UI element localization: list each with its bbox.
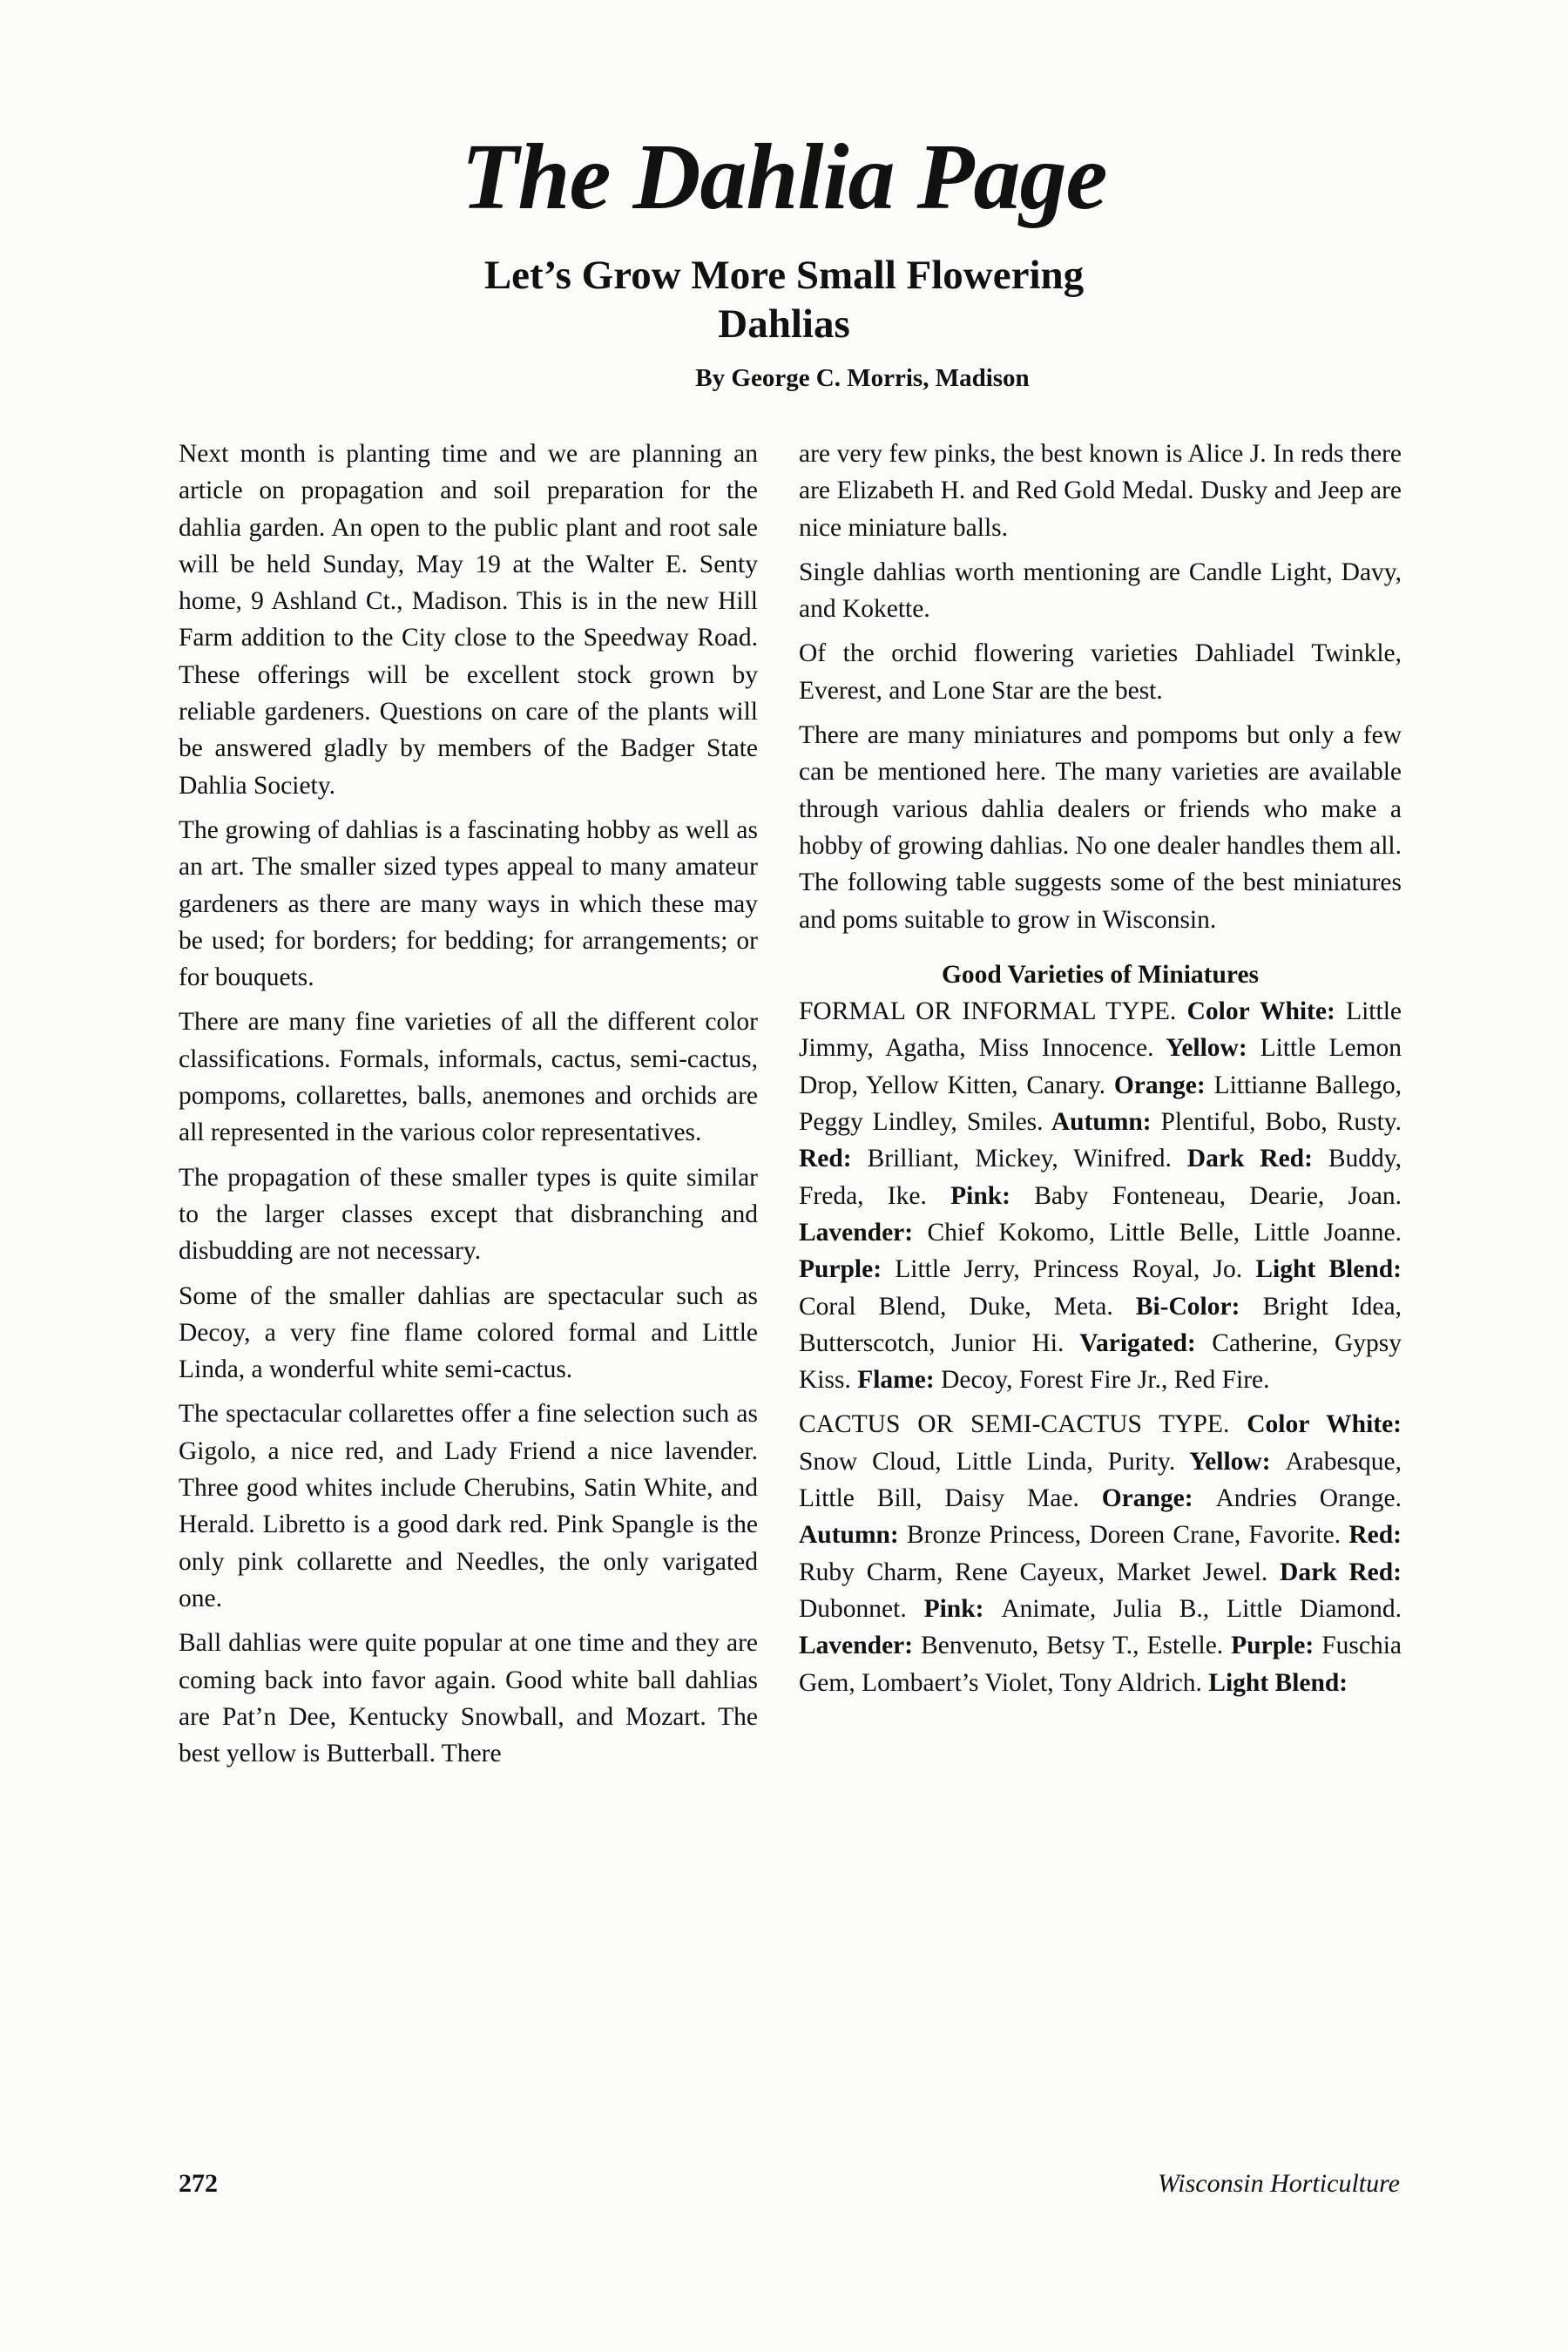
variety-names: Baby Fonteneau, Dearie, Joan. (1034, 1181, 1402, 1210)
color-class-label: Red: (799, 1145, 868, 1173)
color-class-label: Light Blend: (1201, 1668, 1348, 1697)
page-number: 272 (179, 2169, 218, 2198)
cactus-type-heading: CACTUS OR SEMI-CACTUS TYPE. (799, 1410, 1230, 1439)
publication-title: Wisconsin Horticulture (1157, 2169, 1400, 2198)
paragraph: Some of the smaller dahlias are spectacular such as Decoy, a very fine flame colored formal and Little Linda, a wonderful white semi-cactus. (179, 1281, 758, 1384)
formal-entries (799, 997, 1402, 1394)
left-column (179, 436, 758, 1780)
color-class-label: Yellow: (1153, 1034, 1260, 1063)
paragraph: Next month is planting time and we are planning an article on propagation and soil preparation for the dahlia garden. An open to the public plant and root sale will be held Sunday, May 19 at the Walter E. Senty home, 9 Ashland Ct., Madison. This is in the new Hill Farm addition to the City close to the Speedway Road. These offerings will be excellent stock grown by reliable gardeners. Questions on care of the plants will be answered gladly by members of the Badger State Dahlia Society. (179, 440, 758, 800)
right-column (799, 436, 1402, 1709)
variety-names: Bronze Princess, Doreen Crane, Favorite. (906, 1521, 1342, 1550)
variety-names: Dubonnet. (799, 1594, 907, 1623)
variety-names: Plentiful, Bobo, Rusty. (1160, 1108, 1402, 1137)
formal-type-heading: FORMAL OR INFORMAL TYPE. (799, 997, 1177, 1026)
paragraph: The growing of dahlias is a fascinating hobby as well as an art. The smaller sized types appeal to many amateur gardeners as there are many ways in which these may be used; for borders; for bedding; for arrangements; or for bouquets. (179, 815, 758, 992)
cactus-type-list (799, 1406, 1402, 1700)
paragraph: There are many miniatures and pompoms but only a few can be mentioned here. The many varieties are available through various dahlia dealers or friends who make a hobby of growing dahlias. No one dealer handles them all. The following table suggests some of the best miniatures and poms suitable to grow in Wisconsin. (799, 721, 1402, 934)
table-heading: Good Varieties of Miniatures (941, 960, 1260, 989)
headline-line-2: Dahlias (718, 301, 850, 347)
color-class-label: Orange: (1105, 1071, 1214, 1099)
color-class-label: Flame: (850, 1366, 942, 1395)
variety-names: Andries Orange. (1215, 1484, 1402, 1513)
paragraph: Single dahlias worth mentioning are Candle Light, Davy, and Kokette. (799, 558, 1402, 624)
color-class-label: Pink: (926, 1181, 1035, 1210)
variety-names: Bright Idea, Butterscotch, Junior Hi. (799, 1292, 1402, 1357)
variety-names: Littianne Ballego, Peggy Lindley, Smiles. (799, 1071, 1402, 1137)
variety-names: Benvenuto, Betsy T., Estelle. (921, 1632, 1224, 1660)
variety-names: Fuschia Gem, Lombaert’s Violet, Tony Aldrich. (799, 1632, 1402, 1697)
variety-names: Ruby Charm, Rene Cayeux, Market Jewel. (799, 1558, 1268, 1586)
color-class-label: Lavender: (799, 1218, 928, 1247)
color-class-label: Autumn: (1043, 1108, 1161, 1137)
variety-names: Brilliant, Mickey, Winifred. (867, 1145, 1172, 1173)
color-class-label: Dark Red: (1267, 1558, 1402, 1586)
paragraph: are very few pinks, the best known is Alice J. In reds there are Elizabeth H. and Red Gold Medal. Dusky and Jeep are nice miniature balls. (799, 440, 1402, 542)
color-class-label: Varigated: (1064, 1328, 1213, 1357)
color-class-label: Yellow: (1175, 1447, 1286, 1476)
color-class-label: Dark Red: (1171, 1145, 1328, 1173)
color-class-label: Purple: (1223, 1632, 1322, 1660)
headline-line-1: Let’s Grow More Small Flowering (483, 253, 1085, 298)
paragraph: There are many fine varieties of all the different color classifications. Formals, informals, cactus, semi-cactus, pompoms, collarettes, balls, anemones and orchids are all represented in the various color representatives. (179, 1008, 758, 1147)
variety-names: Little Jerry, Princess Royal, Jo. (895, 1255, 1243, 1284)
color-class-label: Color White: (1229, 1410, 1402, 1439)
paragraph: Ball dahlias were quite popular at one time and they are coming back into favor again. Good white ball dahlias are Pat’n Dee, Kentucky Snowball, and Mozart. The best yellow is Butterball. There (179, 1629, 758, 1768)
variety-names: Coral Blend, Duke, Meta. (799, 1292, 1113, 1321)
variety-names: Chief Kokomo, Little Belle, Little Joanne. (927, 1218, 1402, 1247)
variety-names: Buddy, Freda, Ike. (799, 1145, 1402, 1210)
variety-names: Little Lemon Drop, Yellow Kitten, Canary. (799, 1034, 1402, 1099)
color-class-label: Pink: (906, 1594, 1002, 1623)
color-class-label: Light Blend: (1242, 1255, 1402, 1284)
paragraph: Of the orchid flowering varieties Dahliadel Twinkle, Everest, and Lone Star are the best. (799, 639, 1402, 705)
variety-names: Little Jimmy, Agatha, Miss Innocence. (799, 997, 1402, 1063)
variety-names: Snow Cloud, Little Linda, Purity. (799, 1447, 1176, 1476)
paragraph: The spectacular collarettes offer a fine selection such as Gigolo, a nice red, and Lady Friend a nice lavender. Three good whites include Cherubins, Satin White, and Herald. Libretto is a good dark red. Pink Spangle is the only pink collarette and Needles, the only varigated one. (179, 1400, 758, 1612)
cactus-entries (799, 1410, 1402, 1696)
variety-names: Catherine, Gypsy Kiss. (799, 1328, 1402, 1395)
color-class-label: Purple: (799, 1255, 896, 1284)
formal-type-list (799, 993, 1402, 1398)
color-class-label: Bi-Color: (1112, 1292, 1263, 1321)
variety-names: Animate, Julia B., Little Diamond. (1001, 1594, 1402, 1623)
color-class-label: Red: (1341, 1521, 1402, 1550)
color-class-label: Orange: (1078, 1484, 1216, 1513)
color-class-label: Autumn: (799, 1521, 907, 1550)
variety-names: Decoy, Forest Fire Jr., Red Fire. (941, 1366, 1270, 1395)
color-class-label: Lavender: (799, 1632, 922, 1660)
variety-names: Arabesque, Little Bill, Daisy Mae. (799, 1447, 1402, 1513)
article-byline: By George C. Morris, Madison (695, 364, 1030, 392)
paragraph: The propagation of these smaller types is quite similar to the larger classes except that disbranching and disbudding are not necessary. (179, 1163, 758, 1266)
color-class-label: Color White: (1176, 997, 1347, 1026)
page-masthead: The Dahlia Page (461, 125, 1107, 229)
article-headline (0, 251, 1568, 348)
